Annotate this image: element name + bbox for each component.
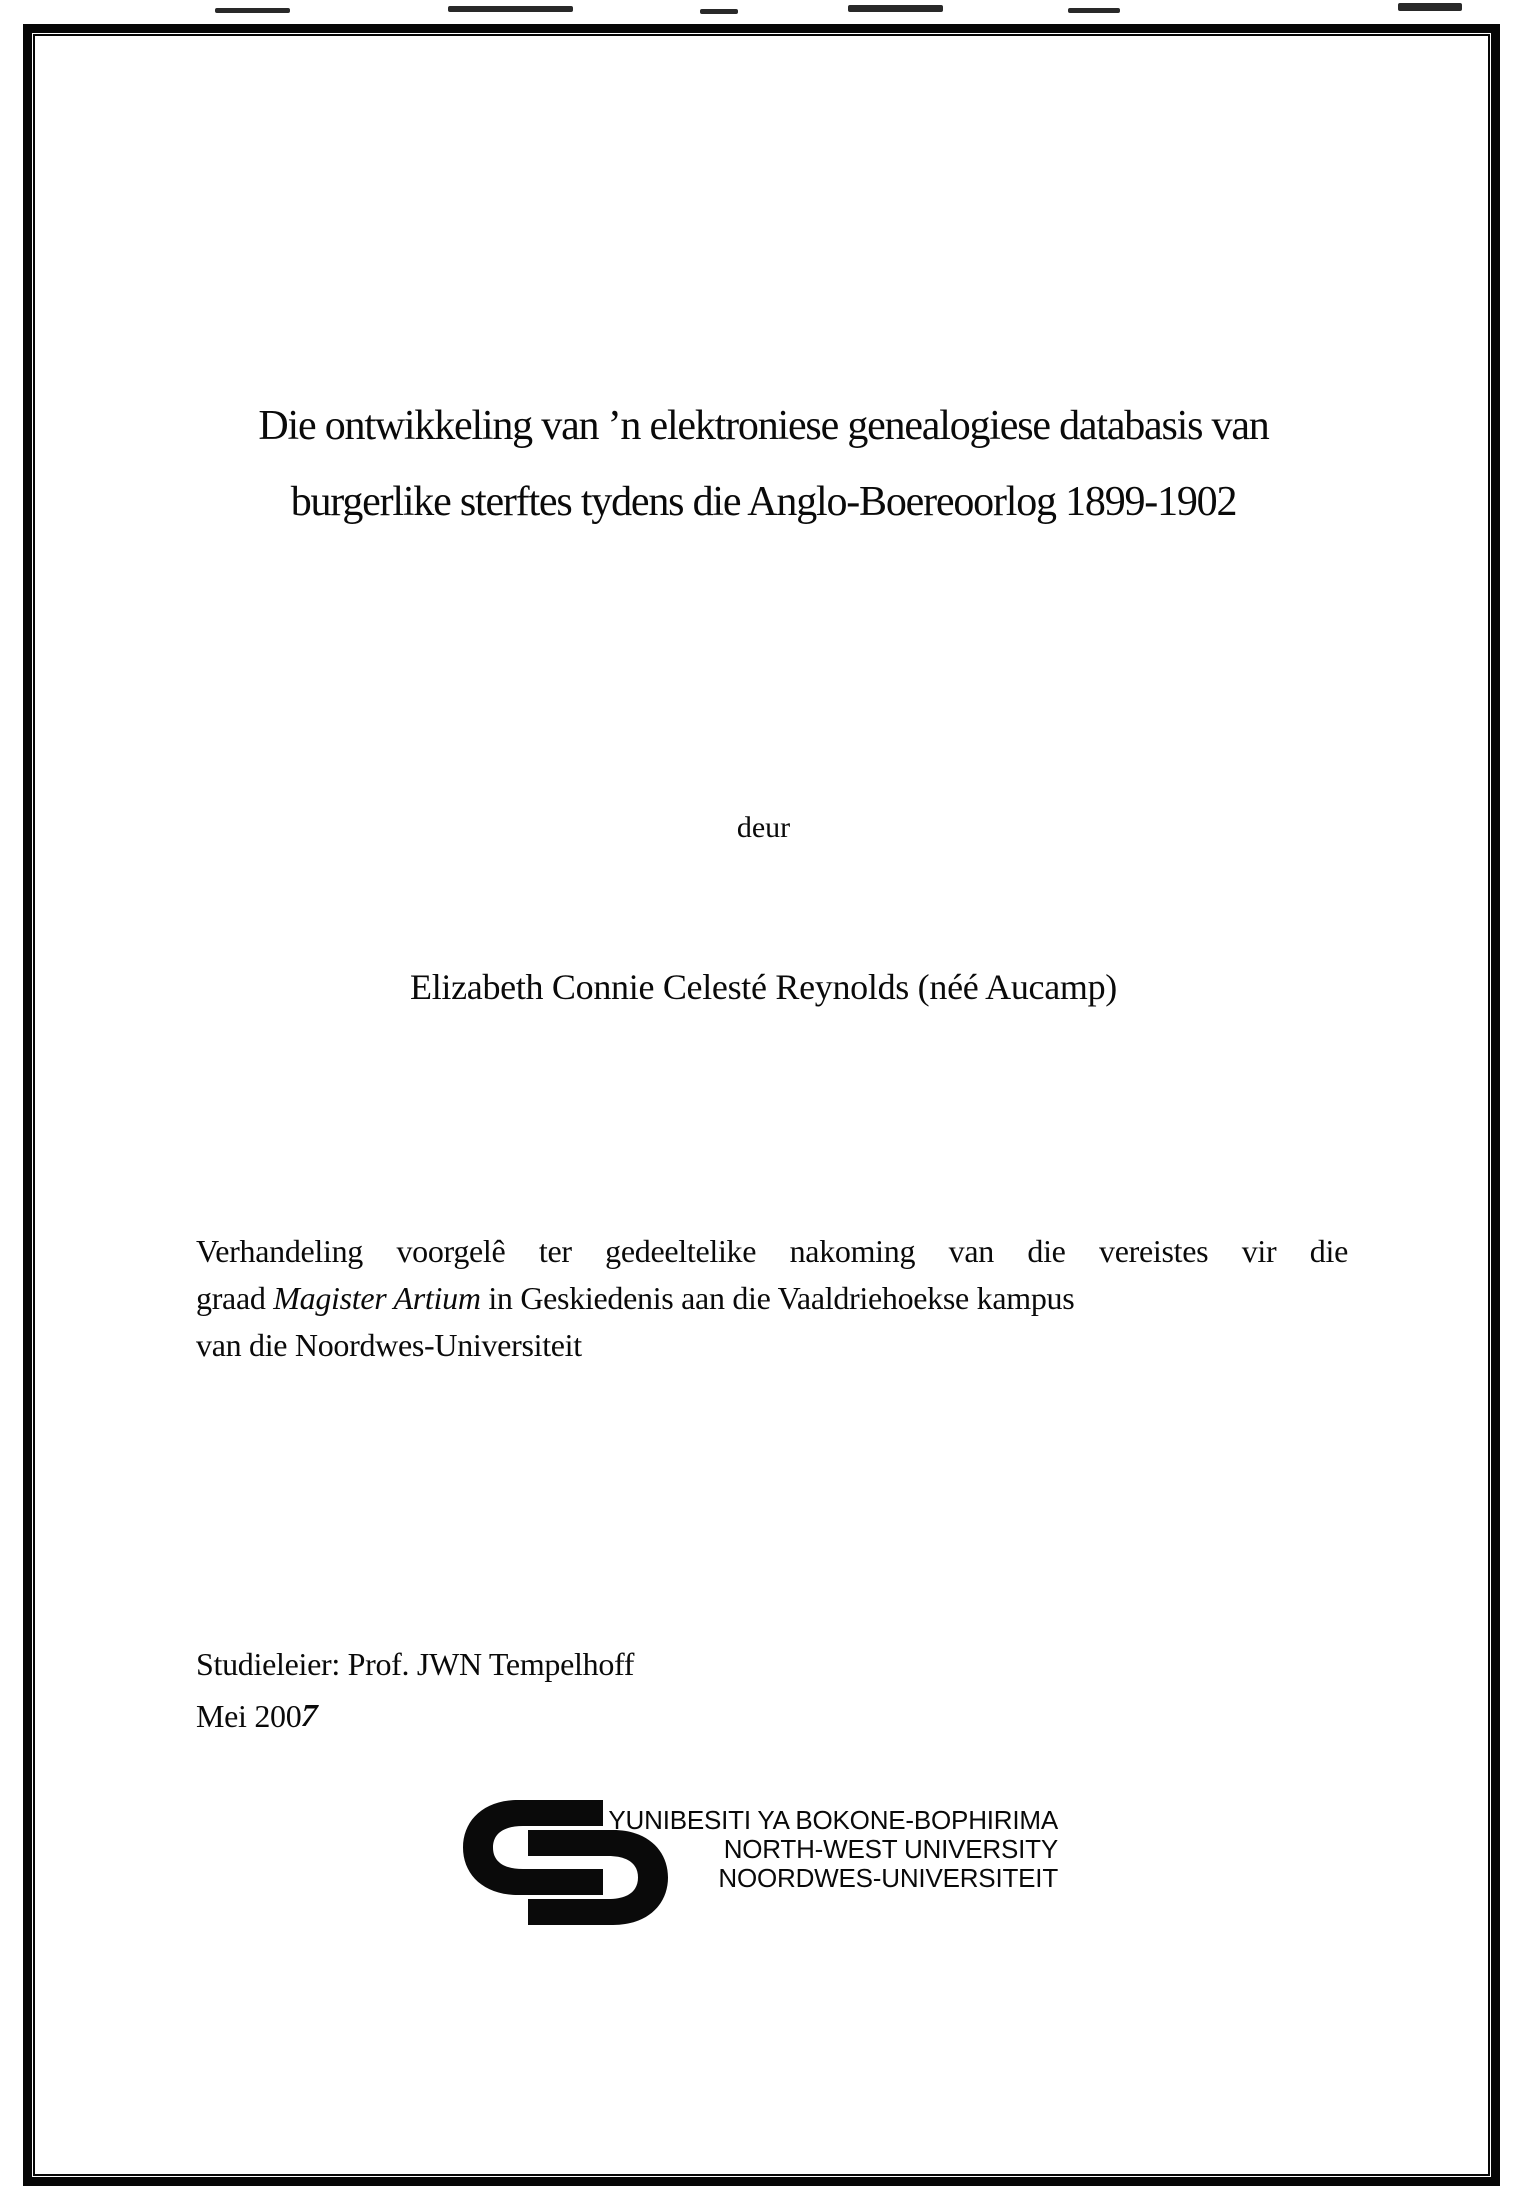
scan-artifact (448, 6, 573, 12)
scan-artifact (700, 9, 738, 14)
title-line-2: burgerlike sterftes tydens die Anglo-Boereoorlog 1899-1902 (290, 479, 1237, 525)
statement-line-2-suffix: in Geskiedenis aan die Vaaldriehoekse kampus (480, 1280, 1075, 1316)
degree-name-italic: Magister Artium (273, 1280, 481, 1316)
supervisor-block (196, 1638, 634, 1742)
author-name: Elizabeth Connie Celesté Reynolds (néé Aucamp) (410, 967, 1117, 1007)
date-digit: 7 (297, 1697, 322, 1733)
statement-line-2-prefix: graad (196, 1280, 274, 1316)
date-line (196, 1690, 634, 1742)
logo-line-afrikaans: NOORDWES-UNIVERSITEIT (718, 1863, 1058, 1893)
nwu-logo (463, 1797, 1058, 1932)
scan-artifact (215, 8, 290, 13)
logo-line-english: NORTH-WEST UNIVERSITY (723, 1834, 1058, 1864)
logo-line-setswana: YUNIBESITI YA BOKONE-BOPHIRIMA (608, 1805, 1058, 1835)
statement-line-1: Verhandeling voorgelê ter gedeeltelike nakoming van die vereistes vir die (196, 1233, 1348, 1269)
supervisor-line: Studieleier: Prof. JWN Tempelhoff (196, 1646, 635, 1682)
document-title (90, 388, 1437, 540)
nwu-logo-text (608, 1806, 1058, 1893)
title-line-1: Die ontwikkeling van ’n elektroniese genealogiese databasis van (258, 403, 1269, 449)
byline: deur (736, 811, 791, 844)
scan-artifact (1068, 8, 1120, 13)
statement-line-2 (196, 1275, 1348, 1322)
degree-statement (196, 1228, 1348, 1369)
date-prefix: Mei 200 (196, 1698, 302, 1734)
scan-artifact (848, 5, 943, 12)
statement-line-3: van die Noordwes-Universiteit (196, 1327, 582, 1363)
scan-artifact (1398, 3, 1462, 11)
